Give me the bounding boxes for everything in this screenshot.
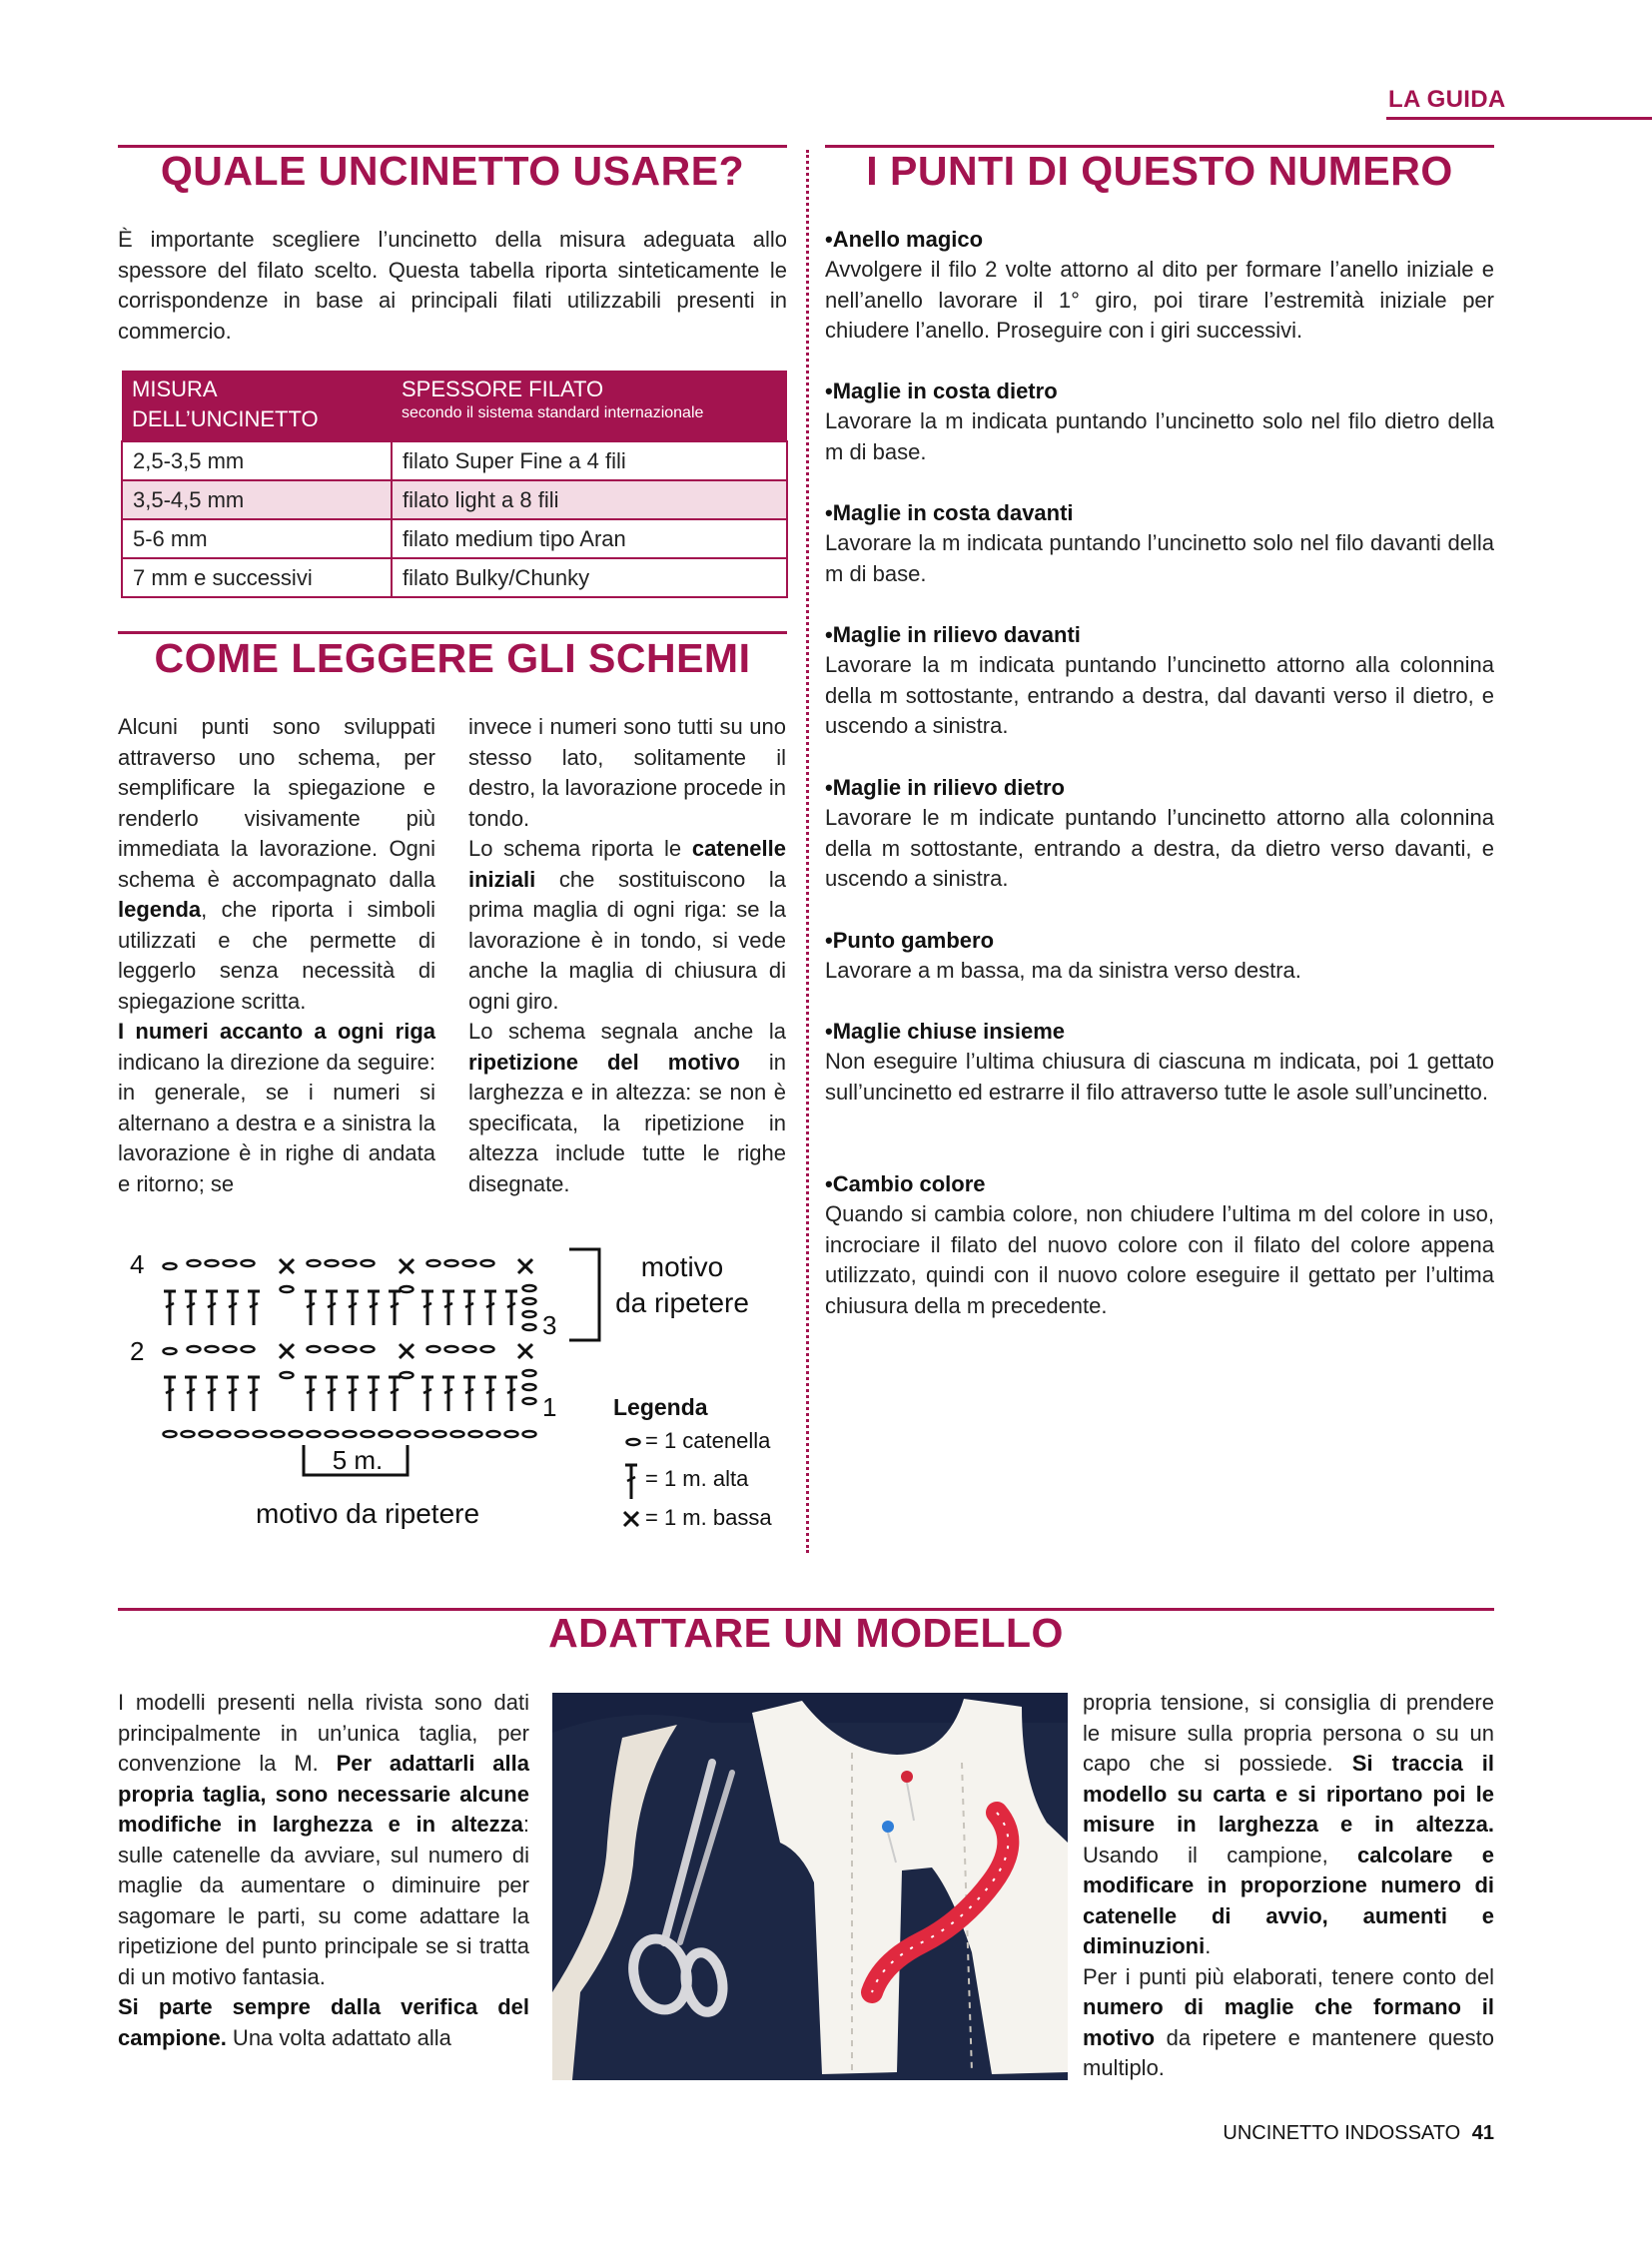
table-header-yarn <box>392 371 787 441</box>
table-cell-yarn: filato light a 8 fili <box>392 480 787 519</box>
stitches-section-title: I PUNTI DI QUESTO NUMERO <box>866 148 1453 194</box>
diagram-row-1 <box>164 1370 536 1411</box>
adapt-text-left <box>118 1688 529 2053</box>
schema-col1-bold: legenda <box>118 897 202 922</box>
stitch-name: •Maglie in rilievo davanti <box>825 622 1081 647</box>
stitch-name: •Cambio colore <box>825 1171 986 1196</box>
motif-label-line1: motivo <box>640 1251 724 1282</box>
adapt-right-bold: calcolare e modificare in proporzione numero di catenelle di avvio, aumenti e diminuzioni <box>1083 1842 1494 1958</box>
schema-col1-text: , che riporta i simboli utilizzati e che permette di leggerlo senza necessità di spiegazione scritta. <box>118 897 435 1014</box>
row-number-3: 3 <box>542 1310 557 1340</box>
col2-header: SPESSORE FILATO <box>402 376 604 401</box>
stitch-description: Avvolgere il filo 2 volte attorno al dito per formare l’anello iniziale e nell’anello lavorare il 1° giro, poi tirare l’estremità iniziale per chiudere l’anello. Proseguire con i giri successivi. <box>825 257 1494 343</box>
legend-title: Legenda <box>613 1394 708 1420</box>
table-header-size <box>122 371 392 441</box>
stitch-name: •Maglie in costa dietro <box>825 378 1058 403</box>
hook-section-intro: È importante scegliere l’uncinetto della misura adeguata allo spessore del filato scelto. Questa tabella riporta sinteticamente le corrispondenze in base ai principali filati utilizzabili presenti in commercio. <box>118 227 787 344</box>
crochet-chart-diagram <box>118 1233 797 1543</box>
stitch-description: Lavorare le m indicate puntando l’uncinetto attorno alla colonnina della m sottostante, entrando a destra, da dietro verso davanti, e uscendo a sinistra. <box>825 805 1494 891</box>
legend-item-double-crochet: = 1 m. alta <box>645 1466 749 1491</box>
repeat-count: 5 m. <box>332 1445 384 1475</box>
table-row <box>122 519 787 558</box>
diagram-foundation-chain <box>164 1431 536 1437</box>
schema-col2-text: Lo schema riporta le <box>468 836 692 861</box>
schema-col2-text: in larghezza e in altezza: se non è specificata, la ripetizione in altezza include tutte le righe disegnate. <box>468 1049 786 1196</box>
schema-col2-text: che sostituiscono la prima maglia di ogni riga: se la lavorazione è in tondo, si vede anche la maglia di chiusura di ogni giro. <box>468 866 786 1014</box>
diagram-row-4 <box>164 1259 533 1273</box>
table-cell-size: 3,5-4,5 mm <box>122 480 392 519</box>
adapt-left-text: Una volta adattato alla <box>226 2024 451 2050</box>
repeat-caption: motivo da ripetere <box>255 1498 480 1529</box>
schema-col2-bold: catenelle iniziali <box>468 836 786 892</box>
legend-item-chain: = 1 catenella <box>645 1428 771 1453</box>
stitch-description: Lavorare a m bassa, ma da sinistra verso destra. <box>825 958 1301 983</box>
stitch-item <box>825 926 1494 987</box>
col1-header: MISURA DELL’UNCINETTO <box>132 376 319 431</box>
stitch-item <box>825 1017 1494 1108</box>
stitch-name: •Maglie in rilievo dietro <box>825 775 1065 800</box>
sewing-pattern-photo <box>552 1693 1068 2080</box>
stitch-description: Lavorare la m indicata puntando l’uncinetto attorno alla colonnina della m sottostante, entrando a destra, dal davanti verso il dietro, e uscendo a sinistra. <box>825 652 1494 738</box>
stitch-description: Lavorare la m indicata puntando l’uncinetto solo nel filo davanti della m di base. <box>825 530 1494 586</box>
section-label: LA GUIDA <box>1388 86 1506 113</box>
adapt-left-text: I modelli presenti nella rivista sono dati principalmente in un’unica taglia, per convenzione la M. <box>118 1690 529 1776</box>
column-separator <box>806 150 809 1553</box>
schema-col1-bold: I numeri accanto a ogni riga <box>118 1019 435 1044</box>
row-number-1: 1 <box>542 1392 557 1422</box>
adapt-left-bold: Per adattarli alla propria taglia, sono necessarie alcune modifiche in larghezza e in altezza <box>118 1751 529 1837</box>
legend-single-crochet-symbol <box>624 1512 638 1526</box>
adapt-right-text: propria tensione, si consiglia di prendere le misure sulla propria persona o su un capo che si possiede. <box>1083 1690 1494 1776</box>
adapt-left-text: : sulle catenelle da avviare, sul numero di maglie da aumentare o diminuire per sagomare le parti, su come adattare la ripetizione del punto principale se si tratta di un motivo fantasia. <box>118 1812 529 1989</box>
col2-subheader: secondo il sistema standard internazionale <box>402 404 704 421</box>
adapt-right-bold: Si traccia il modello su carta e si riportano poi le misure in larghezza e in altezza. <box>1083 1751 1494 1837</box>
diagram-row-3 <box>164 1285 536 1330</box>
diagram-row-2 <box>164 1344 533 1358</box>
schema-col2-text: Lo schema segnala anche la <box>468 1019 786 1044</box>
vertical-repeat-bracket <box>569 1249 599 1340</box>
table-header-row <box>122 371 787 441</box>
hook-section-title: QUALE UNCINETTO USARE? <box>160 148 745 194</box>
legend-double-crochet-symbol <box>625 1465 637 1499</box>
header-rule <box>1386 117 1652 120</box>
stitch-description: Lavorare la m indicata puntando l’uncinetto solo nel filo dietro della m di base. <box>825 408 1494 464</box>
stitch-item <box>825 498 1494 589</box>
table-cell-yarn: filato medium tipo Aran <box>392 519 787 558</box>
table-cell-size: 2,5-3,5 mm <box>122 441 392 480</box>
schema-col2-text: invece i numeri sono tutti su uno stesso lato, solitamente il destro, la lavorazione procede in tondo. <box>468 714 786 831</box>
stitch-description: Quando si cambia colore, non chiudere l’ultima m del colore in uso, incrociare il filato del nuovo colore con il filato del colore appena utilizzato, quindi con il nuovo colore eseguire il gettato per l’ultima chiusura della m precedente. <box>825 1201 1494 1318</box>
schema-col1-text: Alcuni punti sono sviluppati attraverso uno schema, per semplificare la spiegazione e renderlo visivamente più immediata la lavorazione. Ogni schema è accompagnato dalla <box>118 714 435 892</box>
footer-page-number: 41 <box>1471 2122 1494 2144</box>
stitch-item <box>825 376 1494 467</box>
schema-section-rule <box>118 631 787 634</box>
table-cell-yarn: filato Super Fine a 4 fili <box>392 441 787 480</box>
schema-col1-text: indicano la direzione da seguire: in generale, se i numeri si alternano a destra e a sinistra la lavorazione è in righe di andata e ritorno; se <box>118 1049 435 1196</box>
row-number-4: 4 <box>130 1249 145 1279</box>
row-number-2: 2 <box>130 1336 145 1366</box>
stitch-name: •Maglie in costa davanti <box>825 500 1074 525</box>
table-row <box>122 480 787 519</box>
adapt-right-text: . <box>1205 1933 1212 1958</box>
table-cell-size: 7 mm e successivi <box>122 558 392 597</box>
adapt-right-text: Usando il campione, <box>1083 1842 1358 1868</box>
adapt-left-bold: Si parte sempre dalla verifica del campione. <box>118 1994 529 2050</box>
stitch-name: •Anello magico <box>825 227 984 252</box>
adapt-text-right <box>1083 1688 1494 2084</box>
stitch-name: •Maglie chiuse insieme <box>825 1019 1066 1044</box>
schema-col2-bold: ripetizione del motivo <box>468 1049 740 1075</box>
legend-chain-symbol <box>627 1439 640 1445</box>
adapt-right-text: Per i punti più elaborati, tenere conto del <box>1083 1963 1494 1989</box>
footer <box>1149 2122 1494 2145</box>
adapt-right-bold: numero di maglie che formano il motivo <box>1083 1994 1494 2050</box>
legend-item-single-crochet: = 1 m. bassa <box>645 1505 772 1530</box>
stitch-item <box>825 225 1494 347</box>
table-row <box>122 558 787 597</box>
adapt-right-text: da ripetere e mantenere questo multiplo. <box>1083 2024 1494 2080</box>
footer-magazine-name: UNCINETTO INDOSSATO <box>1223 2122 1461 2144</box>
schema-text-col2 <box>468 712 786 1199</box>
hook-size-table <box>121 371 788 598</box>
stitch-description: Non eseguire l’ultima chiusura di ciascuna m indicata, poi 1 gettato sull’uncinetto ed estrarre il filo attraverso tutte le asole sull’uncinetto. <box>825 1049 1494 1105</box>
adapt-section-title: ADATTARE UN MODELLO <box>548 1610 1064 1656</box>
table-row <box>122 441 787 480</box>
stitch-name: •Punto gambero <box>825 928 995 953</box>
schema-text-col1 <box>118 712 435 1199</box>
stitch-item <box>825 620 1494 742</box>
motif-label-line2: da ripetere <box>615 1287 749 1318</box>
stitch-item <box>825 1169 1494 1321</box>
table-cell-yarn: filato Bulky/Chunky <box>392 558 787 597</box>
sewing-pattern-illustration <box>552 1693 1068 2080</box>
schema-section-title: COME LEGGERE GLI SCHEMI <box>154 635 751 681</box>
table-cell-size: 5-6 mm <box>122 519 392 558</box>
stitch-item <box>825 773 1494 895</box>
